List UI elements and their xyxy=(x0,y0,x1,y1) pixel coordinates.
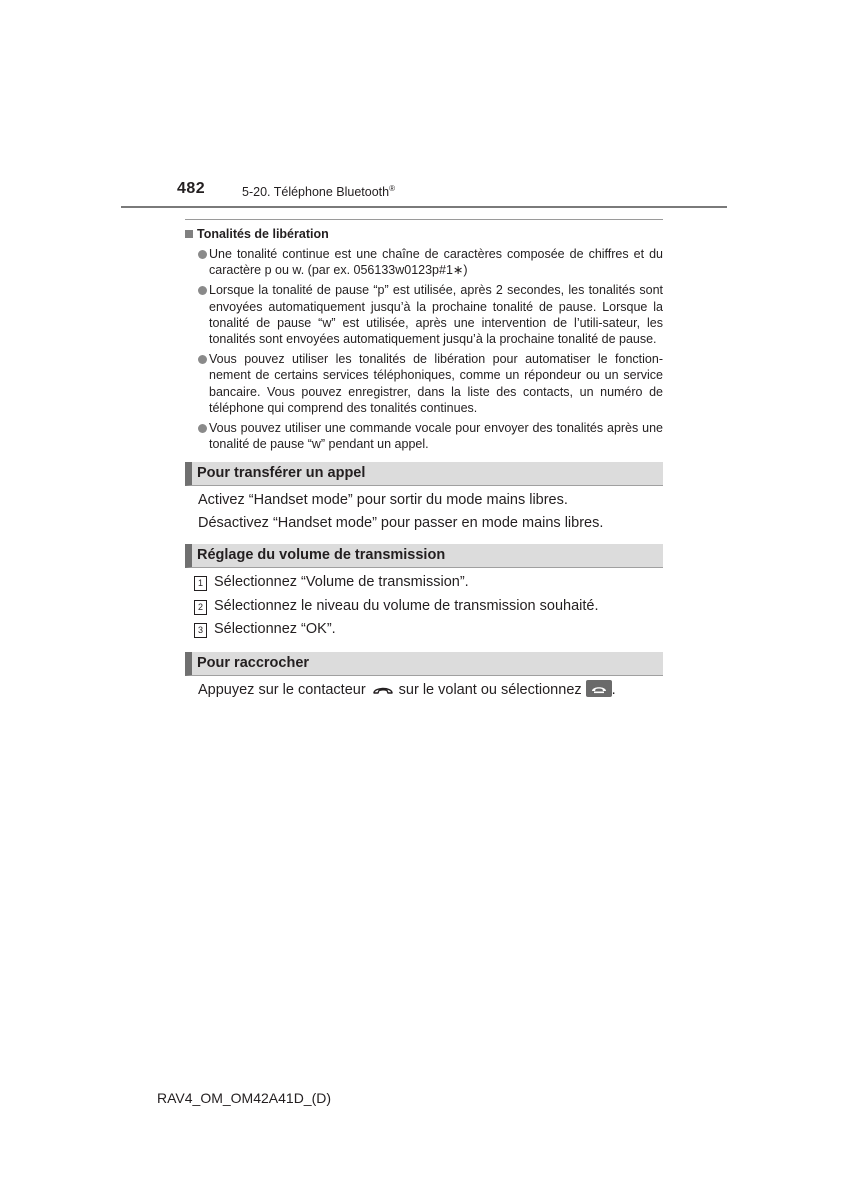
tonalites-heading-text: Tonalités de libération xyxy=(197,227,329,241)
page-number: 482 xyxy=(177,180,206,197)
tonalites-bullet-text: Vous pouvez utiliser une commande vocale pour envoyer des tonalités après une tonalité de pause “w” pendant un appel. xyxy=(209,421,663,452)
tonalites-bullet xyxy=(185,351,663,416)
step-text: Sélectionnez “Volume de transmission”. xyxy=(214,574,469,591)
tonalites-bullet-text: Lorsque la tonalité de pause “p” est utilisée, après 2 secondes, les tonalités sont envoyées automatiquement jusqu’à la prochaine tonalité de pause. Lorsque la tonalité de pause “w” est utilisée, après une intervention de l’utili-sateur, les tonalités sont envoyées automatiquement jusqu’à la prochaine tonalité de pause. xyxy=(209,283,663,347)
page-content xyxy=(185,219,663,704)
tonalites-bullet-text: Une tonalité continue est une chaîne de caractères composée de chiffres et du caractère p ou w. (par ex. 056133w0123p#1∗) xyxy=(209,247,663,278)
step-number: 1 xyxy=(194,576,207,591)
hangup-text-after: sur le volant ou sélectionnez xyxy=(398,681,582,698)
tonalites-bullet-text: Vous pouvez utiliser les tonalités de libération pour automatiser le fonction-nement de certains services téléphoniques, comme un répondeur ou un service bancaire. Vous pouvez enregistrer, dans la liste des contacts, un numéro de téléphone qui comprend des tonalités continues. xyxy=(209,352,663,415)
transfer-line: Activez “Handset mode” pour sortir du mode mains libres. xyxy=(198,492,568,509)
bullet-dot-icon xyxy=(198,355,207,364)
step-text: Sélectionnez le niveau du volume de transmission souhaité. xyxy=(214,597,599,614)
hang-up-handset-icon xyxy=(372,681,394,704)
tonalites-bullet xyxy=(185,282,663,347)
hangup-instruction xyxy=(185,679,663,704)
tonalites-bullet xyxy=(185,420,663,452)
tonalites-bullet xyxy=(185,246,663,278)
bullet-dot-icon xyxy=(198,286,207,295)
hangup-section-title: Pour raccrocher xyxy=(185,652,663,676)
tonalites-heading xyxy=(185,227,663,242)
registered-mark: ® xyxy=(389,184,396,193)
section-title xyxy=(242,184,395,199)
bullet-dot-icon xyxy=(198,424,207,433)
section-divider xyxy=(185,219,663,220)
hangup-text-end: . xyxy=(611,681,616,698)
volume-step xyxy=(185,618,663,642)
step-number: 3 xyxy=(194,623,207,638)
header-divider xyxy=(121,206,727,208)
section-title-text: 5-20. Téléphone Bluetooth xyxy=(242,185,390,200)
volume-section-title: Réglage du volume de transmission xyxy=(185,544,663,568)
bullet-dot-icon xyxy=(198,250,207,259)
transfer-line: Désactivez “Handset mode” pour passer en mode mains libres. xyxy=(198,515,604,532)
footer-code: RAV4_OM_OM42A41D_(D) xyxy=(157,1090,332,1106)
hangup-text-before: Appuyez sur le contacteur xyxy=(198,681,366,698)
step-number: 2 xyxy=(194,600,207,615)
step-text: Sélectionnez “OK”. xyxy=(214,621,336,638)
phone-hang-up-button-icon xyxy=(586,680,612,697)
transfer-section-title: Pour transférer un appel xyxy=(185,462,663,486)
volume-step xyxy=(185,595,663,619)
volume-step xyxy=(185,571,663,595)
square-bullet-icon xyxy=(185,230,193,238)
